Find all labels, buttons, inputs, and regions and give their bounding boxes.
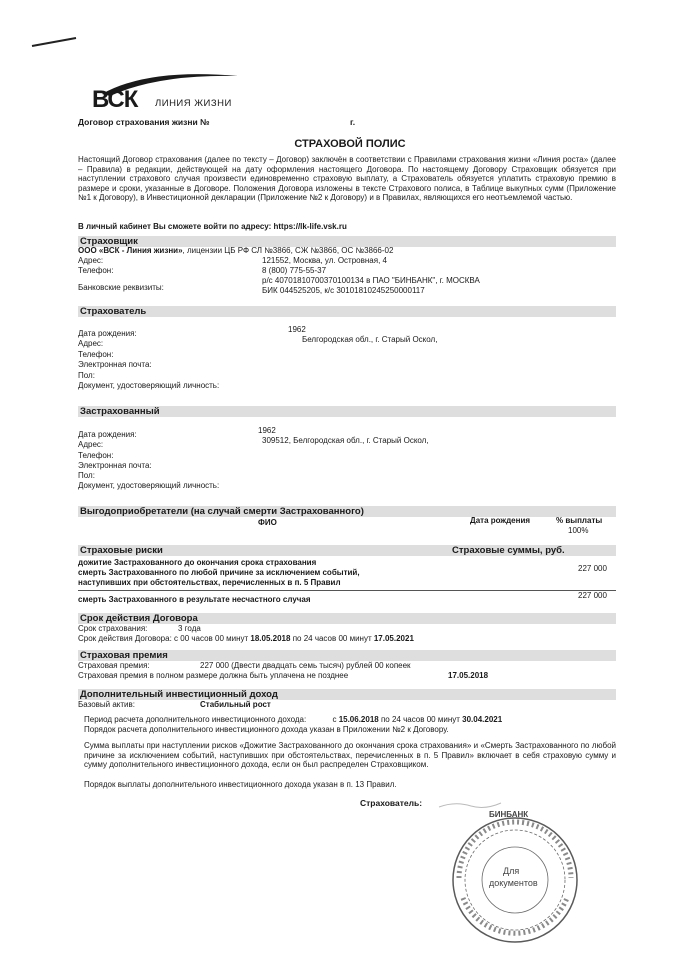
investment-heading: Дополнительный инвестиционный доход (80, 689, 278, 700)
insured-phone-label: Телефон: (78, 451, 114, 460)
insurer-phone-value: 8 (800) 775-55-37 (262, 266, 327, 275)
insurer-heading: Страховщик (80, 236, 138, 247)
insurer-name-line (78, 246, 393, 256)
policyholder-address-label: Адрес: (78, 339, 104, 348)
risk-death-line1: смерть Застрахованного по любой причине за исключением событий, (78, 568, 360, 577)
logo-text: ВСК (92, 86, 138, 113)
policyholder-birth-label: Дата рождения: (78, 329, 137, 338)
page-title: СТРАХОВОЙ ПОЛИС (294, 138, 406, 150)
premium-label: Страховая премия: (78, 661, 150, 670)
insurer-bank-line1: р/с 40701810700370100134 в ПАО "БИНБАНК", г. МОСКВА (262, 276, 480, 285)
policyholder-heading: Страхователь (80, 306, 147, 317)
term-validity-middle: по 24 часов 00 минут (292, 634, 372, 643)
risk-accident: смерть Застрахованного в результате несчастного случая (78, 595, 311, 604)
term-validity-prefix: Срок действия Договора: с 00 часов 00 минут (78, 634, 249, 643)
insured-birth-label: Дата рождения: (78, 430, 137, 439)
logo-subtitle: ЛИНИЯ ЖИЗНИ (155, 98, 232, 109)
sum-accident-value: 227 000 (578, 591, 607, 600)
insurer-address-label: Адрес: (78, 256, 104, 265)
investment-procedure-text: Порядок выплаты дополнительного инвестиционного дохода указан в п. 13 Правил. (84, 780, 397, 789)
risk-survival: дожитие Застрахованного до окончания срока страхования (78, 558, 317, 567)
beneficiaries-heading: Выгодоприобретатели (на случай смерти Застрахованного) (80, 506, 364, 517)
policyholder-section-bar (78, 306, 616, 317)
beneficiaries-col-birth: Дата рождения (470, 516, 531, 525)
beneficiaries-percent-value: 100% (568, 526, 589, 535)
premium-heading: Страховая премия (80, 650, 168, 661)
insured-address-label: Адрес: (78, 440, 104, 449)
insurer-bank-line2: БИК 044525205, к/с 30101810245250000117 (262, 286, 425, 295)
investment-payout-text: Сумма выплаты при наступлении рисков «Дожитие Застрахованного до окончания срока страхования» и «Смерть Застрахованного по любой причине за исключением событий, наступивших при обстоятельствах, перечисленных в п. 5 Правил» включает в себя страховую сумму и сумму дополнительного инвестиционного дохода, если он был распределен Страховщиком. (84, 741, 616, 770)
insurer-license: , лицензии ЦБ РФ СЛ №3866, СЖ №3866, ОС №3866-02 (182, 246, 394, 255)
insurer-address-value: 121552, Москва, ул. Островная, 4 (262, 256, 387, 265)
bank-stamp (445, 808, 585, 948)
policyholder-address-value: Белгородская обл., г. Старый Оскол, (302, 335, 438, 344)
stamp-top-text: БИНБАНК (489, 810, 529, 819)
policyholder-email-label: Электронная почта: (78, 360, 152, 369)
stamp-center-line2: документов (489, 878, 538, 888)
beneficiaries-col-percent: % выплаты (556, 516, 603, 525)
term-validity-line (78, 634, 414, 644)
stamp-center-line1: Для (503, 866, 520, 876)
term-period-label: Срок страхования: (78, 624, 148, 633)
policyholder-doc-label: Документ, удостоверяющий личность: (78, 381, 220, 390)
cabinet-link-text[interactable]: В личный кабинет Вы сможете войти по адресу: https://lk-life.vsk.ru (78, 222, 347, 231)
investment-period-middle: по 24 часов 00 минут (380, 715, 460, 724)
investment-period-end: 30.04.2021 (462, 715, 503, 724)
company-logo (88, 66, 258, 116)
policyholder-sex-label: Пол: (78, 371, 95, 380)
premium-value: 227 000 (Двести двадцать семь тысяч) рублей 00 копеек (200, 661, 411, 670)
investment-order-text: Порядок расчета дополнительного инвестиционного дохода указан в Приложении №2 к Договору. (84, 725, 449, 734)
insured-address-value: 309512, Белгородская обл., г. Старый Оскол, (262, 436, 429, 445)
insured-email-label: Электронная почта: (78, 461, 152, 470)
insured-heading: Застрахованный (80, 406, 160, 417)
term-heading: Срок действия Договора (80, 613, 198, 624)
contract-number-label: Договор страхования жизни № (78, 117, 210, 127)
investment-asset-value: Стабильный рост (200, 700, 271, 709)
signature-label: Страхователь: (360, 798, 423, 808)
investment-asset-label: Базовый актив: (78, 700, 135, 709)
policyholder-birth-value: 1962 (288, 325, 306, 334)
investment-period-start: 15.06.2018 (338, 715, 379, 724)
risk-death-line2: наступивших при обстоятельствах, перечисленных в п. 5 Правил (78, 578, 341, 587)
intro-paragraph: Настоящий Договор страхования (далее по тексту – Договор) заключён в соответствии с Правилами страхования жизни «Линия роста» (далее – Правила) в редакции, действующей на дату оформления настоящего Договора. По настоящему Договору Страховщик обязуется при наступлении страхового случая произвести единовременно страховую выплату, а Страхователь обязуется уплатить страховую премию в размере и сроки, указанные в Договоре. Положения Договора изложены в тексте Страхового полиса, в Таблице выкупных сумм (Приложение №1 к Договору), в Инвестиционной декларации (Приложение №2 к Договору) и в Правилах, являющихся его неотъемлемой частью. (78, 155, 616, 203)
pen-mark-decoration (30, 34, 78, 50)
policyholder-phone-label: Телефон: (78, 350, 114, 359)
insured-birth-value: 1962 (258, 426, 276, 435)
contract-city-label: г. (350, 117, 356, 127)
term-validity-start: 18.05.2018 (250, 634, 291, 643)
insurer-name: ООО «ВСК - Линия жизни» (78, 246, 183, 255)
investment-period-prefix: Период расчета дополнительного инвестиционного дохода: (84, 715, 307, 724)
term-validity-end: 17.05.2021 (373, 634, 414, 643)
insured-sex-label: Пол: (78, 471, 95, 480)
investment-period-from: с (332, 715, 337, 724)
insurer-phone-label: Телефон: (78, 266, 114, 275)
risks-divider (78, 590, 616, 591)
beneficiaries-col-name: ФИО (258, 518, 277, 527)
insurer-bank-label: Банковские реквизиты: (78, 283, 164, 292)
premium-deadline-label: Страховая премия в полном размере должна быть уплачена не позднее (78, 671, 349, 680)
risks-heading: Страховые риски (80, 545, 163, 556)
sum-main-value: 227 000 (578, 564, 607, 573)
term-period-value: 3 года (178, 624, 201, 633)
insured-doc-label: Документ, удостоверяющий личность: (78, 481, 220, 490)
premium-deadline-value: 17.05.2018 (448, 671, 489, 680)
sums-heading: Страховые суммы, руб. (452, 545, 565, 556)
investment-period-line (84, 715, 502, 725)
